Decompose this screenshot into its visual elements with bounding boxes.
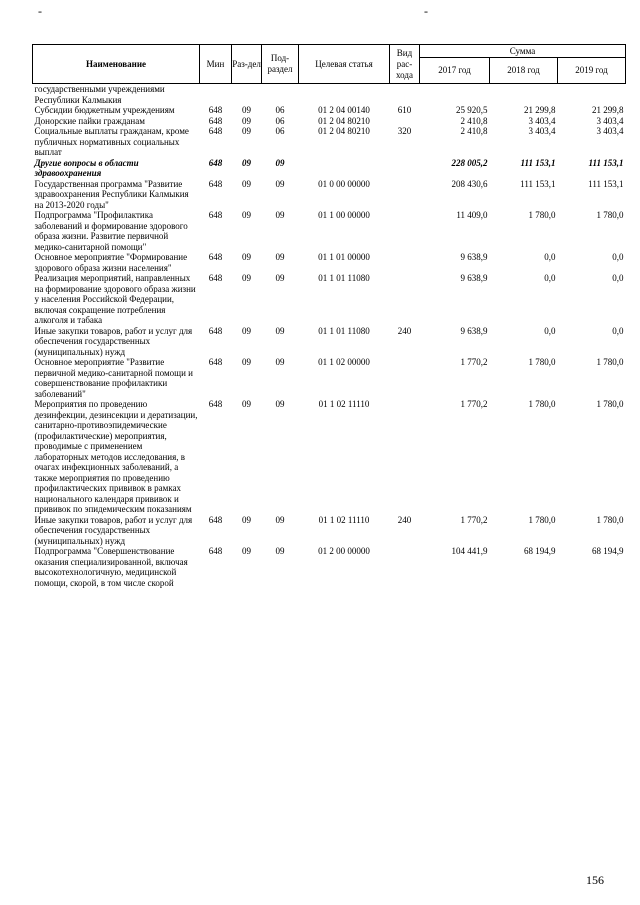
row-vid: 320 xyxy=(397,126,412,136)
row-celevaya: 01 1 01 11080 xyxy=(318,325,370,336)
row-min: 648 xyxy=(208,210,223,220)
header-razdel: Раз-дел xyxy=(232,45,262,84)
row-celevaya xyxy=(299,158,390,179)
row-podrazdel: 09 xyxy=(275,325,285,336)
row-podrazdel: 06 xyxy=(275,115,285,126)
page-number: 156 xyxy=(586,873,604,887)
row-podrazdel: 06 xyxy=(275,126,285,136)
row-podrazdel: 09 xyxy=(275,399,285,409)
row-vid xyxy=(390,158,420,179)
table-row xyxy=(33,326,626,358)
table-row xyxy=(33,126,626,158)
row-sum-2019: 3 403,4 xyxy=(596,115,624,126)
row-sum-2017: 9 638,9 xyxy=(460,273,488,283)
row-sum-2018: 68 194,9 xyxy=(524,546,556,556)
row-vid: 240 xyxy=(397,514,412,525)
row-sum-2018: 1 780,0 xyxy=(528,357,556,367)
row-min: 648 xyxy=(208,157,223,168)
row-sum-2017: 104 441,9 xyxy=(451,546,488,556)
row-sum-2019: 1 780,0 xyxy=(596,357,624,367)
row-sum-2017: 9 638,9 xyxy=(460,252,488,262)
row-sum-2017: 2 410,8 xyxy=(460,126,488,136)
table-row xyxy=(33,158,626,179)
row-name: государственными учреждениями Республики Калмыкия xyxy=(34,84,165,105)
table-row xyxy=(33,252,626,273)
row-razdel: 09 xyxy=(242,514,251,525)
row-sum-2019: 0,0 xyxy=(612,325,624,336)
row-vid xyxy=(390,546,420,588)
table-row xyxy=(33,515,626,547)
row-vid: 240 xyxy=(397,325,412,336)
row-vid xyxy=(390,252,420,273)
top-mark-right: - xyxy=(424,4,428,18)
header-vid: Вид рас-хода xyxy=(390,45,420,84)
row-vid: 610 xyxy=(397,105,412,115)
header-2019: 2019 год xyxy=(558,58,626,84)
row-sum-2017: 9 638,9 xyxy=(460,325,488,336)
row-razdel: 09 xyxy=(242,105,251,115)
row-name: Реализация мероприятий, направленных на формирование здорового образа жизни у населения Российской Федерации, включая сокращение потребления алкоголя и табака xyxy=(34,273,196,325)
row-celevaya: 01 1 01 00000 xyxy=(318,252,370,262)
row-sum-2018: 3 403,4 xyxy=(528,126,556,136)
row-min: 648 xyxy=(208,357,223,367)
row-podrazdel: 09 xyxy=(275,273,285,283)
row-min: 648 xyxy=(208,325,223,336)
row-celevaya: 01 1 01 11080 xyxy=(318,273,370,283)
row-razdel: 09 xyxy=(242,126,251,136)
row-sum-2019: 21 299,8 xyxy=(592,105,624,115)
row-min: 648 xyxy=(208,252,223,262)
header-2017: 2017 год xyxy=(420,58,490,84)
top-mark-left: - xyxy=(38,4,42,18)
row-podrazdel xyxy=(262,84,299,106)
table-header xyxy=(33,45,626,84)
header-2018: 2018 год xyxy=(490,58,558,84)
row-podrazdel: 09 xyxy=(275,252,285,262)
row-celevaya: 01 0 00 00000 xyxy=(318,178,370,189)
row-name: Государственная программа "Развитие здравоохранения Республики Калмыкия на 2013-2020 годы" xyxy=(34,178,189,210)
row-sum-2018: 111 153,1 xyxy=(520,178,556,189)
row-razdel: 09 xyxy=(242,357,251,367)
row-name: Иные закупки товаров, работ и услуг для обеспечения государственных (муниципальных) нужд xyxy=(34,325,193,357)
row-sum-2019: 68 194,9 xyxy=(592,546,624,556)
row-min xyxy=(200,84,232,106)
row-sum-2019: 1 780,0 xyxy=(596,210,624,220)
row-razdel: 09 xyxy=(242,252,251,262)
table-row xyxy=(33,357,626,399)
row-sum-2017: 25 920,5 xyxy=(456,105,488,115)
table-row xyxy=(33,105,626,116)
row-razdel: 09 xyxy=(242,273,251,283)
table-row xyxy=(33,273,626,326)
row-celevaya: 01 1 02 00000 xyxy=(318,357,370,367)
table-row xyxy=(33,116,626,127)
row-sum-2017: 2 410,8 xyxy=(460,115,488,126)
row-sum-2018: 21 299,8 xyxy=(524,105,556,115)
row-sum-2017: 1 770,2 xyxy=(460,514,488,525)
row-sum-2018: 1 780,0 xyxy=(528,514,556,525)
table-row xyxy=(33,84,626,106)
row-min: 648 xyxy=(208,399,223,409)
row-sum-2018: 0,0 xyxy=(544,273,556,283)
row-vid xyxy=(390,179,420,211)
row-min: 648 xyxy=(208,514,223,525)
row-min: 648 xyxy=(208,273,223,283)
row-min: 648 xyxy=(208,178,223,189)
row-min: 648 xyxy=(208,546,223,556)
row-min: 648 xyxy=(208,115,223,126)
row-podrazdel: 09 xyxy=(275,357,285,367)
row-name: Донорские пайки гражданам xyxy=(34,115,145,126)
row-name: Основное мероприятие "Развитие первичной медико-санитарной помощи и совершенствование профилактики заболеваний" xyxy=(34,357,193,399)
row-celevaya: 01 1 00 00000 xyxy=(318,210,370,220)
row-podrazdel: 09 xyxy=(275,178,285,189)
row-podrazdel: 09 xyxy=(275,210,285,220)
row-sum-2019: 111 153,1 xyxy=(588,178,624,189)
row-sum-2018: 111 153,1 xyxy=(520,157,556,168)
row-sum-2018: 1 780,0 xyxy=(528,399,556,409)
header-podrazdel: Под-раздел xyxy=(262,45,299,84)
row-min: 648 xyxy=(208,105,223,115)
row-sum-2018 xyxy=(490,84,558,106)
row-name: Подпрограмма "Профилактика заболеваний и формирование здорового образа жизни. Развитие первичной медико-санитарной помощи" xyxy=(34,210,188,252)
row-podrazdel: 09 xyxy=(275,546,285,556)
budget-table xyxy=(32,44,626,588)
row-sum-2019: 0,0 xyxy=(612,252,624,262)
row-sum-2018: 3 403,4 xyxy=(528,115,556,126)
row-vid xyxy=(390,210,420,252)
row-min: 648 xyxy=(208,126,223,136)
row-podrazdel: 09 xyxy=(275,157,285,168)
row-name: Основное мероприятие "Формирование здорового образа жизни населения" xyxy=(34,252,188,273)
table-row xyxy=(33,546,626,588)
row-celevaya: 01 2 04 80210 xyxy=(318,115,370,126)
row-sum-2019: 111 153,1 xyxy=(588,157,624,168)
row-sum-2019 xyxy=(558,84,626,106)
header-name: Наименование xyxy=(33,45,200,84)
row-sum-2017: 11 409,0 xyxy=(456,210,488,220)
row-sum-2019: 3 403,4 xyxy=(596,126,624,136)
table-row xyxy=(33,210,626,252)
row-celevaya: 01 2 04 00140 xyxy=(318,105,370,115)
table-row xyxy=(33,399,626,515)
row-razdel: 09 xyxy=(242,115,251,126)
row-vid xyxy=(390,399,420,515)
row-name: Мероприятия по проведению дезинфекции, дезинсекции и дератизации, санитарно-противоэпидемические (профилактические) мероприятия, проводимые с применением лабораторных методов исследования, в очагах инфекционных заболеваний, а также мероприятия по проведению профилактических прививок в рамках национального календаря прививок и прививок по эпидемическим показаниям xyxy=(34,399,198,514)
row-name: Субсидии бюджетным учреждениям xyxy=(34,105,175,115)
row-razdel xyxy=(232,84,262,106)
row-sum-2019: 1 780,0 xyxy=(596,399,624,409)
row-celevaya: 01 2 04 80210 xyxy=(318,126,370,136)
row-sum-2018: 0,0 xyxy=(544,325,556,336)
row-sum-2017 xyxy=(420,84,490,106)
row-vid xyxy=(390,357,420,399)
header-celevaya: Целевая статья xyxy=(299,45,390,84)
row-sum-2018: 1 780,0 xyxy=(528,210,556,220)
row-razdel: 09 xyxy=(242,546,251,556)
row-sum-2017: 1 770,2 xyxy=(460,399,488,409)
row-sum-2019: 0,0 xyxy=(612,273,624,283)
row-razdel: 09 xyxy=(242,157,251,168)
row-name: Другие вопросы в области здравоохранения xyxy=(34,157,139,178)
row-vid xyxy=(390,116,420,127)
row-celevaya: 01 1 02 11110 xyxy=(318,514,370,525)
row-podrazdel: 09 xyxy=(275,514,285,525)
table-body xyxy=(33,84,626,589)
row-sum-2018: 0,0 xyxy=(544,252,556,262)
table-row xyxy=(33,179,626,211)
row-razdel: 09 xyxy=(242,210,251,220)
row-vid xyxy=(390,273,420,326)
header-summa: Сумма xyxy=(420,45,626,58)
row-razdel: 09 xyxy=(242,399,251,409)
row-name: Иные закупки товаров, работ и услуг для обеспечения государственных (муниципальных) нужд xyxy=(34,514,193,546)
row-celevaya: 01 1 02 11110 xyxy=(318,399,370,409)
row-podrazdel: 06 xyxy=(275,105,285,115)
row-name: Подпрограмма "Совершенствование оказания специализированной, включая высокотехнологичную, медицинской помощи, скорой, в том числе скорой xyxy=(34,546,188,588)
row-celevaya: 01 2 00 00000 xyxy=(318,546,370,556)
header-min: Мин xyxy=(200,45,232,84)
row-sum-2017: 228 005,2 xyxy=(451,157,488,168)
row-razdel: 09 xyxy=(242,325,251,336)
row-name: Социальные выплаты гражданам, кроме публичных нормативных социальных выплат xyxy=(34,126,189,157)
row-vid xyxy=(390,84,420,106)
row-razdel: 09 xyxy=(242,178,251,189)
row-sum-2019: 1 780,0 xyxy=(596,514,624,525)
row-sum-2017: 1 770,2 xyxy=(460,357,488,367)
row-celevaya xyxy=(299,84,390,106)
row-sum-2017: 208 430,6 xyxy=(451,178,488,189)
